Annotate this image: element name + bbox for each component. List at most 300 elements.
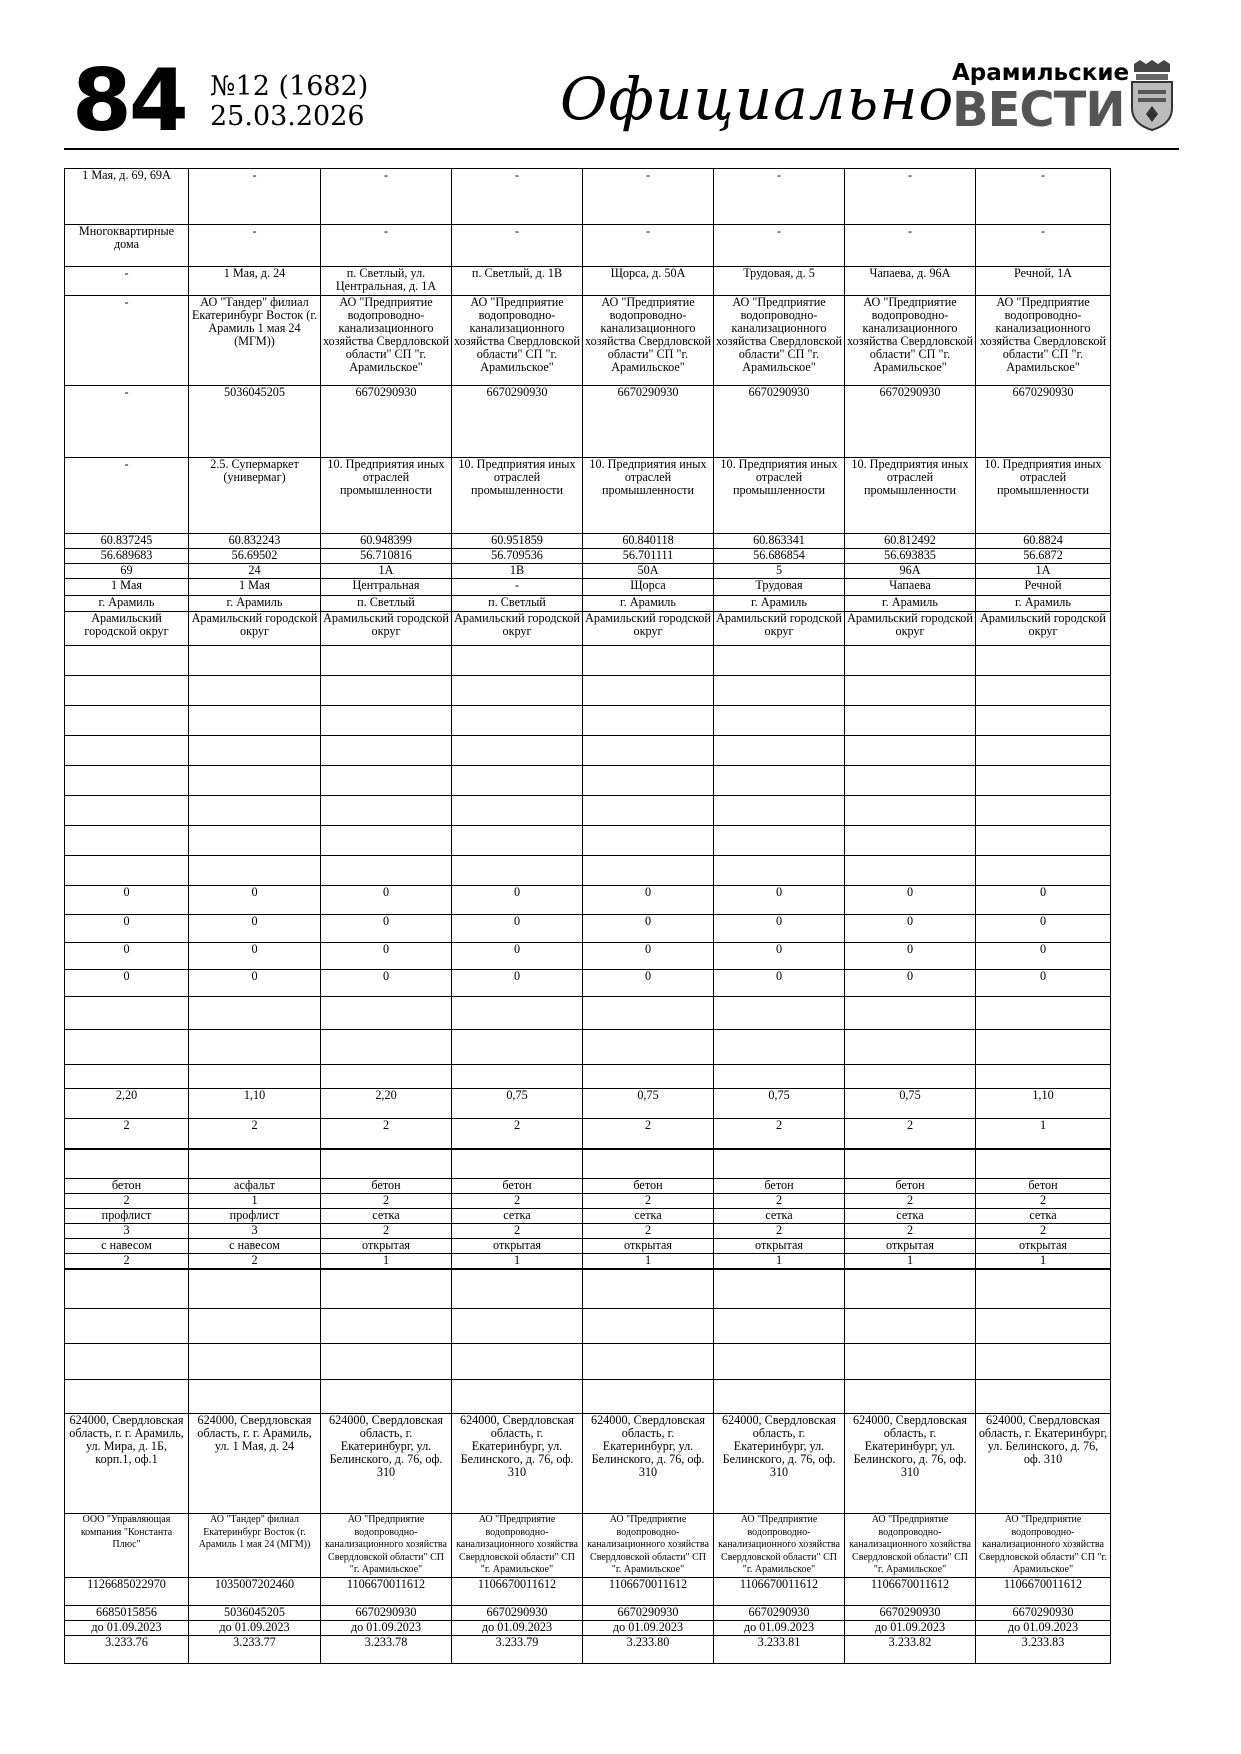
table-cell: 6670290930 — [583, 1605, 714, 1620]
table-cell — [714, 1380, 845, 1414]
table-cell: 2 — [845, 1119, 976, 1149]
table-cell: 1 — [976, 1119, 1111, 1149]
table-cell: 2 — [65, 1194, 189, 1209]
table-row — [65, 534, 1111, 549]
table-cell: 60.863341 — [714, 534, 845, 549]
table-cell: Многоквартирные дома — [65, 225, 189, 267]
table-cell: Центральная — [321, 579, 452, 596]
issue-number: №12 (1682) — [210, 71, 369, 102]
table-cell — [452, 736, 583, 766]
table-cell: 1106670011612 — [321, 1577, 452, 1605]
table-row — [65, 267, 1111, 296]
table-cell — [321, 1344, 452, 1380]
table-row — [65, 612, 1111, 646]
table-cell: открытая — [452, 1239, 583, 1254]
table-cell: 0,75 — [583, 1089, 714, 1119]
table-cell: 69 — [65, 564, 189, 579]
table-cell: 60.840118 — [583, 534, 714, 549]
table-cell: 2 — [65, 1254, 189, 1269]
table-cell: 624000, Свердловская область, г. г. Арамиль, ул. 1 Мая, д. 24 — [189, 1414, 321, 1514]
table-cell: 10. Предприятия иных отраслей промышленности — [714, 458, 845, 534]
table-cell — [321, 1380, 452, 1414]
table-body — [65, 169, 1111, 1664]
table-cell: 1 — [583, 1254, 714, 1269]
table-cell — [976, 676, 1111, 706]
table-cell: открытая — [976, 1239, 1111, 1254]
table-cell — [845, 796, 976, 826]
table-cell: - — [65, 267, 189, 296]
table-cell — [452, 1269, 583, 1309]
table-cell: 60.812492 — [845, 534, 976, 549]
table-cell: 2 — [714, 1194, 845, 1209]
table-cell: 60.948399 — [321, 534, 452, 549]
table-cell: бетон — [714, 1179, 845, 1194]
table-cell — [845, 766, 976, 796]
table-cell: г. Арамиль — [714, 596, 845, 612]
table-cell — [583, 766, 714, 796]
table-cell — [65, 1269, 189, 1309]
table-row — [65, 169, 1111, 225]
table-cell: 0 — [976, 970, 1111, 997]
table-cell: сетка — [321, 1209, 452, 1224]
table-cell: Щорса, д. 50А — [583, 267, 714, 296]
table-cell: 1035007202460 — [189, 1577, 321, 1605]
table-cell: АО "Предприятие водопроводно-канализационного хозяйства Свердловской области" СП "г. Арамильское" — [714, 1514, 845, 1578]
table-row — [65, 225, 1111, 267]
table-cell: до 01.09.2023 — [845, 1620, 976, 1635]
table-cell: 0 — [65, 943, 189, 970]
page-number: 84 — [72, 51, 186, 151]
table-cell — [65, 676, 189, 706]
table-cell: Арамильский городской округ — [189, 612, 321, 646]
table-cell — [583, 1380, 714, 1414]
table-cell: Речной, 1А — [976, 267, 1111, 296]
table-cell: п. Светлый — [321, 596, 452, 612]
table-cell: 0 — [452, 943, 583, 970]
table-cell: 60.832243 — [189, 534, 321, 549]
table-cell — [845, 1149, 976, 1179]
table-cell: АО "Предприятие водопроводно-канализационного хозяйства Свердловской области" СП "г. Арамильское" — [976, 296, 1111, 386]
table-cell: 3.233.76 — [65, 1635, 189, 1663]
table-cell — [583, 1344, 714, 1380]
table-cell: 56.686854 — [714, 549, 845, 564]
table-cell — [452, 1380, 583, 1414]
table-cell: - — [321, 225, 452, 267]
table-cell — [583, 646, 714, 676]
table-row — [65, 766, 1111, 796]
table-cell — [321, 1269, 452, 1309]
table-cell — [452, 997, 583, 1030]
table-cell: 3.233.80 — [583, 1635, 714, 1663]
issue-date: 25.03.2026 — [210, 101, 365, 132]
table-cell — [65, 1309, 189, 1344]
table-cell: 2 — [845, 1194, 976, 1209]
table-cell: 0 — [976, 915, 1111, 943]
table-cell: 56.6872 — [976, 549, 1111, 564]
table-cell — [714, 856, 845, 886]
table-cell — [321, 736, 452, 766]
table-cell: - — [714, 169, 845, 225]
table-cell: 2,20 — [65, 1089, 189, 1119]
table-cell: Арамильский городской округ — [976, 612, 1111, 646]
table-cell — [65, 1065, 189, 1089]
table-cell: Речной — [976, 579, 1111, 596]
table-cell: г. Арамиль — [845, 596, 976, 612]
table-cell — [845, 826, 976, 856]
table-cell — [321, 856, 452, 886]
table-cell: 10. Предприятия иных отраслей промышленности — [321, 458, 452, 534]
table-cell — [189, 1030, 321, 1065]
table-cell: 50А — [583, 564, 714, 579]
table-cell: АО "Тандер" филиал Екатеринбург Восток (г. Арамиль 1 мая 24 (МГМ)) — [189, 1514, 321, 1578]
table-row — [65, 943, 1111, 970]
table-cell — [845, 1344, 976, 1380]
table-cell — [189, 1380, 321, 1414]
table-row — [65, 1089, 1111, 1119]
table-cell: 0 — [452, 970, 583, 997]
table-cell: 2 — [452, 1194, 583, 1209]
page-header — [0, 0, 1241, 150]
table-cell: сетка — [845, 1209, 976, 1224]
table-cell: открытая — [845, 1239, 976, 1254]
table-cell: бетон — [845, 1179, 976, 1194]
table-cell: 624000, Свердловская область, г. Екатеринбург, ул. Белинского, д. 76, оф. 310 — [845, 1414, 976, 1514]
table-row — [65, 997, 1111, 1030]
table-cell — [189, 646, 321, 676]
table-cell: - — [583, 225, 714, 267]
table-cell — [189, 736, 321, 766]
table-row — [65, 915, 1111, 943]
table-cell: 56.689683 — [65, 549, 189, 564]
table-row — [65, 736, 1111, 766]
table-cell — [452, 1309, 583, 1344]
table-cell — [714, 706, 845, 736]
table-cell: сетка — [976, 1209, 1111, 1224]
table-cell: с навесом — [189, 1239, 321, 1254]
table-cell: открытая — [714, 1239, 845, 1254]
table-row — [65, 826, 1111, 856]
table-cell — [189, 856, 321, 886]
table-cell: до 01.09.2023 — [976, 1620, 1111, 1635]
table-row — [65, 970, 1111, 997]
table-cell — [189, 796, 321, 826]
table-cell — [321, 1149, 452, 1179]
table-cell: 2 — [321, 1194, 452, 1209]
table-cell: 0 — [321, 970, 452, 997]
table-cell — [583, 1309, 714, 1344]
table-cell — [845, 1309, 976, 1344]
table-cell: 2 — [452, 1224, 583, 1239]
logo-main-text: ВЕСТИ — [952, 82, 1125, 138]
table-cell: 6670290930 — [714, 1605, 845, 1620]
table-cell: - — [845, 169, 976, 225]
table-cell: 56.709536 — [452, 549, 583, 564]
table-cell — [714, 1030, 845, 1065]
table-cell — [583, 1149, 714, 1179]
table-cell: 1В — [452, 564, 583, 579]
table-cell — [65, 1344, 189, 1380]
table-cell — [714, 1149, 845, 1179]
table-cell: 2,20 — [321, 1089, 452, 1119]
table-row — [65, 1380, 1111, 1414]
table-row — [65, 676, 1111, 706]
table-cell — [976, 766, 1111, 796]
table-cell — [452, 796, 583, 826]
table-row — [65, 549, 1111, 564]
table-row — [65, 1605, 1111, 1620]
table-cell — [845, 997, 976, 1030]
table-row — [65, 1514, 1111, 1578]
table-cell: 0 — [845, 943, 976, 970]
table-cell — [714, 736, 845, 766]
table-row — [65, 296, 1111, 386]
table-cell: до 01.09.2023 — [189, 1620, 321, 1635]
table-cell — [714, 766, 845, 796]
table-cell — [583, 676, 714, 706]
table-cell: 6670290930 — [976, 386, 1111, 458]
table-cell — [714, 1309, 845, 1344]
table-row — [65, 579, 1111, 596]
table-cell: - — [976, 225, 1111, 267]
data-table — [64, 168, 1111, 1664]
table-cell: 0 — [976, 886, 1111, 915]
table-cell: 2.5. Супермаркет (универмаг) — [189, 458, 321, 534]
table-cell: сетка — [452, 1209, 583, 1224]
table-cell: АО "Предприятие водопроводно-канализационного хозяйства Свердловской области" СП "г. Арамильское" — [845, 296, 976, 386]
table-cell: 2 — [714, 1224, 845, 1239]
table-cell: 3 — [65, 1224, 189, 1239]
table-cell: 1 — [189, 1194, 321, 1209]
table-cell — [845, 676, 976, 706]
table-cell: 1 Мая, д. 24 — [189, 267, 321, 296]
table-cell: 0 — [583, 970, 714, 997]
table-cell: 10. Предприятия иных отраслей промышленности — [452, 458, 583, 534]
table-cell: 1,10 — [189, 1089, 321, 1119]
table-cell: до 01.09.2023 — [583, 1620, 714, 1635]
table-cell: 1106670011612 — [714, 1577, 845, 1605]
table-row — [65, 1030, 1111, 1065]
table-cell — [189, 1344, 321, 1380]
table-cell: 1 Мая, д. 69, 69А — [65, 169, 189, 225]
table-cell — [845, 856, 976, 886]
table-cell — [845, 706, 976, 736]
table-row — [65, 856, 1111, 886]
table-cell: 6670290930 — [321, 386, 452, 458]
table-cell: п. Светлый, ул. Центральная, д. 1А — [321, 267, 452, 296]
table-cell: до 01.09.2023 — [714, 1620, 845, 1635]
table-cell: 1 Мая — [189, 579, 321, 596]
table-cell — [189, 706, 321, 736]
table-cell: 5036045205 — [189, 386, 321, 458]
table-cell: Чапаева — [845, 579, 976, 596]
table-cell: г. Арамиль — [976, 596, 1111, 612]
table-cell: п. Светлый — [452, 596, 583, 612]
table-cell: 0 — [321, 915, 452, 943]
table-cell: 2 — [321, 1119, 452, 1149]
table-cell — [845, 1030, 976, 1065]
table-cell — [65, 706, 189, 736]
table-cell — [452, 646, 583, 676]
table-cell — [976, 736, 1111, 766]
table-cell — [189, 997, 321, 1030]
table-cell — [452, 1065, 583, 1089]
table-cell — [189, 1269, 321, 1309]
table-row — [65, 1577, 1111, 1605]
header-rule — [64, 148, 1179, 150]
table-row — [65, 1620, 1111, 1635]
table-cell — [976, 706, 1111, 736]
table-cell — [189, 826, 321, 856]
table-cell: 0 — [583, 886, 714, 915]
table-cell: - — [65, 296, 189, 386]
table-cell — [714, 1269, 845, 1309]
table-cell: до 01.09.2023 — [65, 1620, 189, 1635]
table-cell: 2 — [714, 1119, 845, 1149]
table-cell: 0 — [714, 970, 845, 997]
table-cell — [583, 736, 714, 766]
table-cell: бетон — [583, 1179, 714, 1194]
table-cell: бетон — [321, 1179, 452, 1194]
table-cell: 2 — [583, 1119, 714, 1149]
table-cell: 2 — [583, 1224, 714, 1239]
newspaper-logo — [952, 60, 1130, 138]
table-cell — [845, 1065, 976, 1089]
table-cell: п. Светлый, д. 1В — [452, 267, 583, 296]
table-cell: 0,75 — [845, 1089, 976, 1119]
table-row — [65, 1309, 1111, 1344]
table-cell: 0 — [976, 943, 1111, 970]
table-cell — [321, 1309, 452, 1344]
table-cell — [845, 1269, 976, 1309]
table-cell: 2 — [189, 1119, 321, 1149]
table-cell: до 01.09.2023 — [321, 1620, 452, 1635]
table-cell: 1 Мая — [65, 579, 189, 596]
table-cell: Чапаева, д. 96А — [845, 267, 976, 296]
table-cell: 0 — [714, 886, 845, 915]
table-cell: 2 — [65, 1119, 189, 1149]
table-cell: 10. Предприятия иных отраслей промышленности — [845, 458, 976, 534]
table-cell — [583, 1269, 714, 1309]
table-cell: 624000, Свердловская область, г. Екатеринбург, ул. Белинского, д. 76, оф. 310 — [321, 1414, 452, 1514]
table-cell: АО "Предприятие водопроводно-канализационного хозяйства Свердловской области" СП "г. Арамильское" — [714, 296, 845, 386]
table-cell: 6670290930 — [845, 386, 976, 458]
table-cell: 6685015856 — [65, 1605, 189, 1620]
table-cell: 0 — [845, 915, 976, 943]
table-cell: Щорса — [583, 579, 714, 596]
table-row — [65, 1344, 1111, 1380]
table-cell: Арамильский городской округ — [452, 612, 583, 646]
table-cell: 0 — [583, 943, 714, 970]
section-title: Официально — [560, 65, 955, 133]
table-cell: 3.233.82 — [845, 1635, 976, 1663]
logo-top-text: Арамильские — [952, 60, 1130, 86]
table-cell: с навесом — [65, 1239, 189, 1254]
table-cell: г. Арамиль — [583, 596, 714, 612]
table-cell: 96А — [845, 564, 976, 579]
table-cell: 624000, Свердловская область, г. Екатеринбург, ул. Белинского, д. 76, оф. 310 — [452, 1414, 583, 1514]
table-cell: открытая — [321, 1239, 452, 1254]
table-cell — [321, 1065, 452, 1089]
table-cell: г. Арамиль — [65, 596, 189, 612]
table-cell: 0 — [65, 915, 189, 943]
table-cell: бетон — [976, 1179, 1111, 1194]
table-cell: 56.710816 — [321, 549, 452, 564]
table-cell — [452, 1030, 583, 1065]
table-cell: 0 — [321, 943, 452, 970]
table-cell: Арамильский городской округ — [845, 612, 976, 646]
table-cell: открытая — [583, 1239, 714, 1254]
table-cell: 2 — [452, 1119, 583, 1149]
table-cell: бетон — [65, 1179, 189, 1194]
table-cell — [189, 766, 321, 796]
table-cell: 1 — [321, 1254, 452, 1269]
table-row — [65, 1065, 1111, 1089]
table-cell — [65, 646, 189, 676]
table-cell: АО "Предприятие водопроводно-канализационного хозяйства Свердловской области" СП "г. Арамильское" — [321, 296, 452, 386]
table-cell — [714, 646, 845, 676]
table-cell — [65, 997, 189, 1030]
table-cell: 0 — [714, 943, 845, 970]
table-cell: 1 — [976, 1254, 1111, 1269]
table-row — [65, 646, 1111, 676]
table-cell: Арамильский городской округ — [714, 612, 845, 646]
table-cell: 2 — [845, 1224, 976, 1239]
table-cell — [189, 1309, 321, 1344]
table-row — [65, 886, 1111, 915]
table-cell: 60.8824 — [976, 534, 1111, 549]
table-row — [65, 1635, 1111, 1663]
table-cell: АО "Предприятие водопроводно-канализационного хозяйства Свердловской области" СП "г. Арамильское" — [452, 1514, 583, 1578]
table-cell: - — [845, 225, 976, 267]
table-cell: 1106670011612 — [845, 1577, 976, 1605]
table-cell: 3.233.77 — [189, 1635, 321, 1663]
table-cell — [189, 1065, 321, 1089]
table-cell — [583, 826, 714, 856]
table-cell: 24 — [189, 564, 321, 579]
table-cell — [976, 1380, 1111, 1414]
table-cell: 2 — [976, 1224, 1111, 1239]
table-cell: 3.233.81 — [714, 1635, 845, 1663]
table-cell — [321, 826, 452, 856]
table-cell: 624000, Свердловская область, г. Екатеринбург, ул. Белинского, д. 76, оф. 310 — [714, 1414, 845, 1514]
table-cell — [452, 706, 583, 736]
table-cell: 1 — [845, 1254, 976, 1269]
table-cell: 56.701111 — [583, 549, 714, 564]
table-cell: 624000, Свердловская область, г. Екатеринбург, ул. Белинского, д. 76, оф. 310 — [976, 1414, 1111, 1514]
table-cell — [845, 1380, 976, 1414]
table-cell — [714, 1065, 845, 1089]
table-cell: профлист — [65, 1209, 189, 1224]
table-cell — [976, 1309, 1111, 1344]
table-cell: 0 — [452, 886, 583, 915]
table-cell: Арамильский городской округ — [321, 612, 452, 646]
table-cell: сетка — [583, 1209, 714, 1224]
table-cell: АО "Предприятие водопроводно-канализационного хозяйства Свердловской области" СП "г. Арамильское" — [976, 1514, 1111, 1578]
table-cell: 10. Предприятия иных отраслей промышленности — [583, 458, 714, 534]
table-cell — [321, 766, 452, 796]
table-cell — [321, 796, 452, 826]
table-row — [65, 386, 1111, 458]
table-cell: ООО "Управляющая компания "Константа Плюс" — [65, 1514, 189, 1578]
table-cell: 0,75 — [452, 1089, 583, 1119]
table-row — [65, 1179, 1111, 1194]
table-cell — [845, 736, 976, 766]
table-cell — [65, 1380, 189, 1414]
table-cell: 6670290930 — [452, 386, 583, 458]
table-cell: г. Арамиль — [189, 596, 321, 612]
table-cell: АО "Предприятие водопроводно-канализационного хозяйства Свердловской области" СП "г. Арамильское" — [583, 296, 714, 386]
table-cell: 3 — [189, 1224, 321, 1239]
